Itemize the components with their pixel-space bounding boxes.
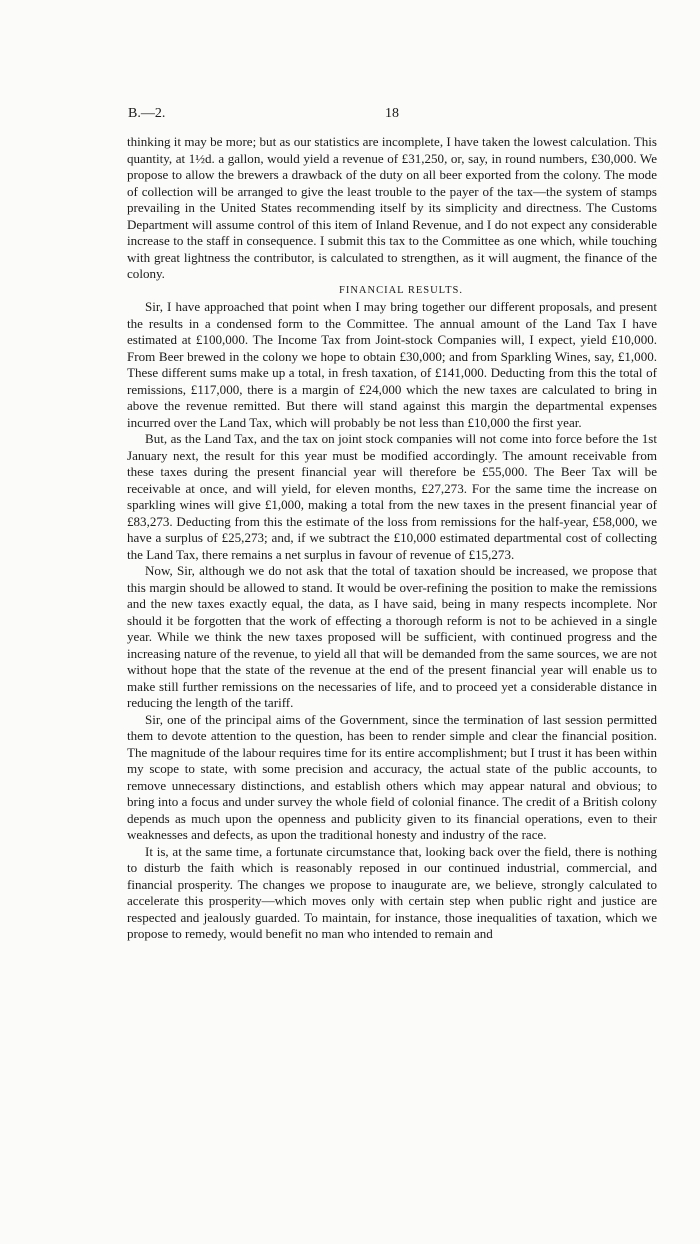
paragraph-aims: Sir, one of the principal aims of the Government, since the termination of last session permitted them to devote attention to the question, has been to render simple and clear the financial position. The magnitude of the labour requires time for its entire accomplishment; but I trust it has been within my scope to state, with some precision and accuracy, the actual state of the public accounts, to remove unnecessary distinctions, and establish others which may appear natural and obvious; to bring into a focus and under survey the whole field of colonial finance. The credit of a British colony depends as much upon the openness and publicity given to its financial operations, even to their weaknesses and defects, as upon the traditional honesty and industry of the race. bbox=[127, 711, 657, 842]
body-text bbox=[127, 134, 657, 943]
page-header bbox=[128, 106, 656, 126]
section-heading: FINANCIAL RESULTS. bbox=[339, 284, 463, 296]
paragraph-beer-tax: thinking it may be more; but as our statistics are incomplete, I have taken the lowest calculation. This quantity, at 1½d. a gallon, would yield a revenue of £31,250, or, say, in round numbers, £30,000. We propose to allow the brewers a drawback of the duty on all beer exported from the colony. The mode of collection will be arranged to give the least trouble to the payer of the tax—the system of stamps prevailing in the United States recommending itself by its simplicity and directness. The Customs Department will assume control of this item of Inland Revenue, and I do not expect any considerable increase to the staff in consequence. I submit this tax to the Committee as one which, while touching with great lightness the contributor, is calculated to strengthen, as it will augment, the finance of the colony. bbox=[127, 134, 657, 281]
paragraph-results: Sir, I have approached that point when I may bring together our different proposals, and present the results in a condensed form to the Committee. The annual amount of the Land Tax I have estimated at £100,000. The Income Tax from Joint-stock Companies will, I expect, yield £10,000. From Beer brewed in the colony we hope to obtain £30,000; and from Sparkling Wines, say, £1,000. These different sums make up a total, in fresh taxation, of £141,000. Deducting from this the total of remissions, £117,000, there is a margin of £24,000 which the new taxes are calculated to bring in above the revenue remitted. But there will stand against this margin the departmental expenses incurred over the Land Tax, which will probably be not less than £10,000 the first year. bbox=[127, 299, 657, 430]
paragraph-current-year: But, as the Land Tax, and the tax on joint stock companies will not come into force before the 1st January next, the result for this year must be modified accordingly. The amount receivable from these taxes during the present financial year will therefore be £55,000. The Beer Tax will be receivable at once, and will yield, for eleven months, £27,273. For the same time the increase on sparkling wines will give £1,000, making a total from the new taxes in the present financial year of £83,273. Deducting from this the estimate of the loss from remissions for the half-year, £58,000, we have a surplus of £25,273; and, if we subtract the £10,000 estimated departmental cost of collecting the Land Tax, there remains a net surplus in favour of revenue of £15,273. bbox=[127, 431, 657, 562]
page-number: 18 bbox=[385, 106, 399, 121]
document-reference: B.—2. bbox=[128, 106, 166, 121]
paragraph-margin: Now, Sir, although we do not ask that the total of taxation should be increased, we propose that this margin should be allowed to stand. It would be over-refining the position to make the remissions and the new taxes exactly equal, the data, as I have said, being in many respects incomplete. Nor should it be forgotten that the work of effecting a thorough reform is not to be achieved in a single year. While we think the new taxes proposed will be sufficient, with continued progress and the increasing nature of the revenue, to yield all that will be demanded from the same sources, we are not without hope that the state of the revenue at the end of the present financial year will enable us to make still further remissions on the necessaries of life, and to proceed yet a considerable distance in reducing the length of the tariff. bbox=[127, 563, 657, 710]
paragraph-prosperity: It is, at the same time, a fortunate circumstance that, looking back over the field, there is nothing to disturb the faith which is reasonably reposed in our continued industrial, commercial, and financial prosperity. The changes we propose to inaugurate are, we believe, strongly calculated to accelerate this prosperity—which moves only with certain step when public right and justice are respected and jealously guarded. To maintain, for instance, those inequalities of taxation, which we propose to remedy, would benefit no man who intended to remain and bbox=[127, 843, 657, 941]
